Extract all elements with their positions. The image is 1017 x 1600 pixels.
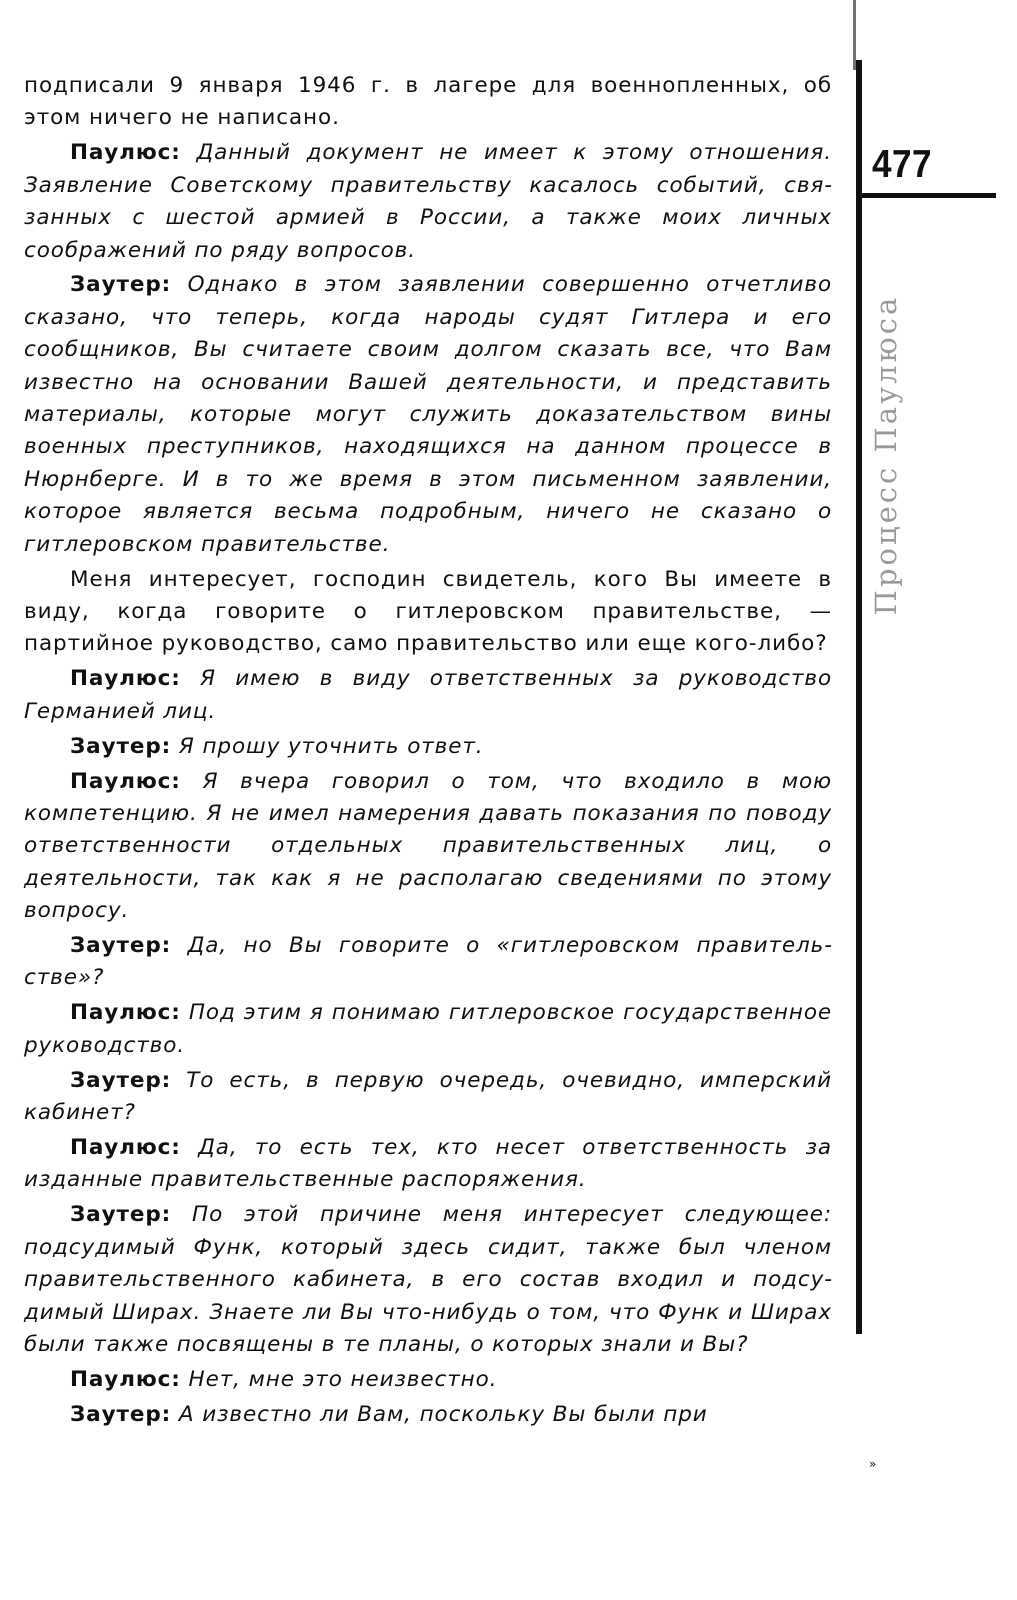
transcript-paragraph bbox=[24, 70, 832, 135]
paragraph-text: подписали 9 января 1946 г. в лагере для военнопленных, об этом ничего не написано. bbox=[24, 73, 832, 131]
speaker-label: Паулюс: bbox=[70, 1135, 181, 1160]
paragraph-text: Да, то есть тех, кто несет ответственность за изданные правительственные распоряжения. bbox=[24, 1135, 833, 1193]
transcript-paragraph bbox=[24, 1132, 832, 1197]
speaker-label: Заутер: bbox=[70, 1202, 172, 1228]
transcript-paragraph bbox=[24, 766, 832, 928]
speaker-label: Паулюс: bbox=[70, 1000, 181, 1026]
paragraph-text: Под этим я понимаю гитлеровское государственное руководство. bbox=[24, 1000, 833, 1058]
paragraph-text: Однако в этом заявлении совершенно отчетливо сказано, что теперь, когда народы судят Гитлера и его сообщников, Вы считаете своим долгом сказать все, что Вам известно на основании Вашей деятельности, и представить материалы, которые могут служить доказательством вины военных преступников, находящихся на данном процессе в Нюрнберге. И в то же время в этом письменном заявлении, которое является весьма подробным, ничего не сказано о гитлеровском правительстве. bbox=[24, 272, 832, 557]
speaker-label: Паулюс: bbox=[70, 666, 181, 692]
speaker-label: Заутер: bbox=[70, 933, 172, 959]
page-number: 477 bbox=[872, 143, 932, 186]
transcript-paragraph bbox=[24, 1199, 832, 1361]
speaker-label: Паулюс: bbox=[70, 140, 181, 166]
speaker-label: Заутер: bbox=[70, 733, 172, 759]
paragraph-text: Данный документ не имеет к этому отношения. Заявление Советскому правительству касалось событий, связанных с шестой армией в России, а также моих личных соображений по ряду вопросов. bbox=[24, 140, 833, 263]
speaker-label: Заутер: bbox=[70, 272, 172, 298]
speaker-label: Паулюс: bbox=[70, 1366, 181, 1392]
margin-rule bbox=[856, 60, 862, 1334]
paragraph-text: По этой причине меня интересует следующее: подсудимый Функ, который здесь сидит, также был членом правительственного кабинета, в его состав входил и подсудимый Ширах. Знаете ли Вы что-нибудь о том, что Функ и Ширах были также посвящены в те планы, о которых знали и Вы? bbox=[24, 1202, 832, 1357]
paragraph-text: Я имею в виду ответственных за руководство Германией лиц. bbox=[24, 666, 832, 724]
paragraph-text: Меня интересует, господин свидетель, кого Вы имеете в виду, когда говорите о гитлеровском правительстве, — партийное руководство, само правительство или еще кого-либо? bbox=[24, 566, 832, 657]
transcript-paragraph bbox=[24, 731, 832, 763]
transcript-body bbox=[24, 70, 832, 1431]
paragraph-text: А известно ли Вам, поскольку Вы были при bbox=[178, 1401, 708, 1427]
transcript-paragraph bbox=[24, 564, 832, 661]
paragraph-text: Я прошу уточнить ответ. bbox=[178, 733, 484, 759]
transcript-paragraph bbox=[24, 1065, 832, 1130]
transcript-paragraph bbox=[24, 930, 832, 995]
paragraph-text: Я вчера говорил о том, что входило в мою компетенцию. Я не имел намерения давать показания по поводу ответственности отдельных правительственных лиц, о деятельности, так как я не располагаю сведениями по этому вопросу. bbox=[24, 768, 832, 924]
page-number-rule bbox=[862, 193, 996, 198]
speaker-label: Заутер: bbox=[70, 1401, 172, 1427]
paragraph-text: Нет, мне это неизвестно. bbox=[188, 1366, 498, 1392]
transcript-paragraph bbox=[24, 663, 832, 728]
transcript-paragraph bbox=[24, 997, 832, 1062]
transcript-paragraph bbox=[24, 1399, 832, 1431]
transcript-paragraph bbox=[24, 1364, 832, 1396]
transcript-paragraph bbox=[24, 269, 832, 561]
transcript-paragraph bbox=[24, 137, 832, 267]
speaker-label: Паулюс: bbox=[70, 768, 181, 794]
speaker-label: Заутер: bbox=[70, 1067, 172, 1093]
paragraph-text: Да, но Вы говорите о «гитлеровском правительстве»? bbox=[24, 933, 833, 991]
paragraph-text: То есть, в первую очередь, очевидно, имперский кабинет? bbox=[24, 1067, 832, 1126]
running-head-text: Процесс Паулюса bbox=[869, 294, 903, 616]
footer-mark: » bbox=[869, 1457, 877, 1471]
